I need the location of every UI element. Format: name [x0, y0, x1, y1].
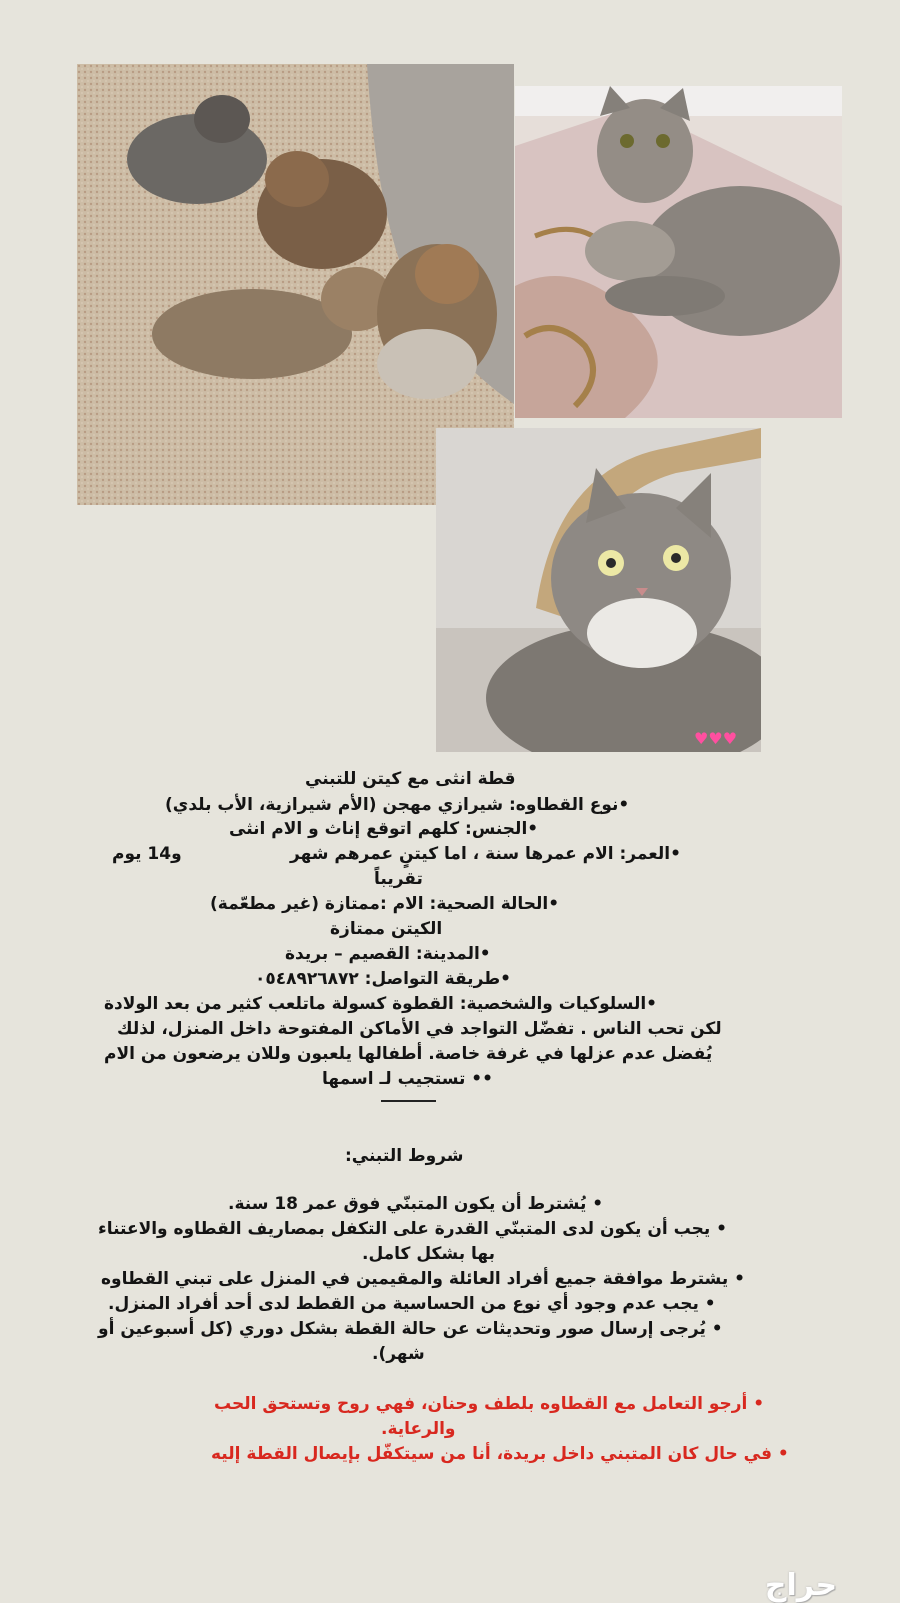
mother-cat-photo	[515, 86, 842, 418]
haraj-watermark: حراج	[764, 1568, 838, 1603]
condition-item: شهر).	[372, 1344, 425, 1364]
note-item: • في حال كان المتبني داخل بريدة، أنا من سيتكفّل بإيصال القطة إليه	[211, 1444, 789, 1464]
behavior-line-3: يُفضل عدم عزلها في غرفة خاصة. أطفالها يلعبون وللان يرضعون من الام	[104, 1044, 713, 1064]
condition-item: • يجب عدم وجود أي نوع من الحساسية من القطط لدى أحد أفراد المنزل.	[108, 1294, 716, 1314]
health-line-2: الكيتن ممتازة	[330, 919, 443, 939]
breed-line: •نوع القطاوه: شيرازي مهجن (الأم شيرازية، الأب بلدي)	[165, 795, 630, 815]
note-item: والرعاية.	[381, 1419, 456, 1439]
condition-item: • يجب أن يكون لدى المتبنّي القدرة على التكفل بمصاريف القطاوه والاعتناء	[98, 1219, 728, 1239]
behavior-line-2: لكن تحب الناس . تفضّل التواجد في الأماكن المفتوحة داخل المنزل، لذلك	[117, 1019, 722, 1039]
condition-item: • يُرجى إرسال صور وتحديثات عن حالة القطة بشكل دوري (كل أسبوعين أو	[98, 1319, 723, 1339]
mother-cat-closeup-photo	[436, 428, 761, 752]
condition-item: • يُشترط أن يكون المتبنّي فوق عمر 18 سنة.	[228, 1194, 604, 1214]
hearts-text: ♥♥♥	[694, 729, 738, 748]
condition-item: بها بشكل كامل.	[362, 1244, 495, 1264]
age-days: و14 يوم	[112, 844, 182, 864]
behavior-line-1: •السلوكيات والشخصية: القطوة كسولة ماتلعب كثير من بعد الولادة	[104, 994, 658, 1014]
contact-line: •طريقة التواصل: ٠٥٤٨٩٢٦٨٧٢	[255, 969, 512, 989]
city-line: •المدينة: القصيم – بريدة	[285, 944, 491, 964]
age-line-2: تقريباً	[374, 869, 423, 889]
behavior-line-4: •• تستجيب لـ اسمها	[322, 1069, 494, 1089]
section-divider	[381, 1100, 436, 1102]
age-line-1: •العمر: الام عمرها سنة ، اما كيتنٍ عمرهم شهر	[290, 844, 681, 864]
listing-title: قطة انثى مع كيتن للتبني	[305, 769, 516, 789]
gender-line: •الجنس: كلهم اتوقع إناث و الام انثى	[229, 819, 539, 839]
conditions-heading: شروط التبني:	[345, 1146, 464, 1166]
note-item: • أرجو التعامل مع القطاوه بلطف وحنان، فهي روح وتستحق الحب	[214, 1394, 765, 1414]
condition-item: • يشترط موافقة جميع أفراد العائلة والمقيمين في المنزل على تبني القطاوه	[101, 1269, 746, 1289]
health-line-1: •الحالة الصحية: الام :ممتازة (غير مطعّمة)	[210, 894, 560, 914]
